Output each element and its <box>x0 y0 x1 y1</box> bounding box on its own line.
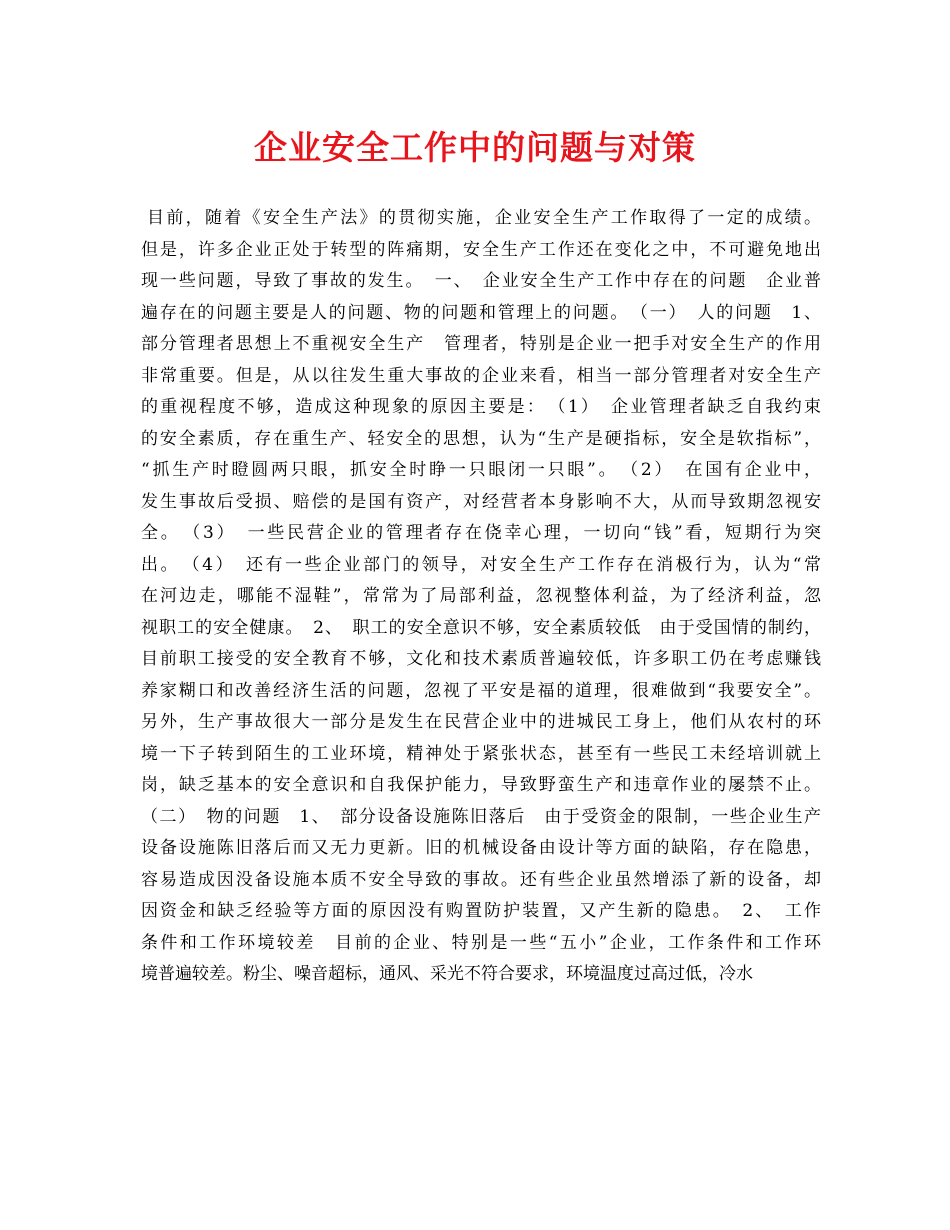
body-line: 遍存在的问题主要是人的问题、物的问题和管理上的问题。 （一） 人的问题 1、 <box>141 302 821 323</box>
body-line: 因资金和缺乏经验等方面的原因没有购置防护装置，又产生新的隐患。 2、 工作 <box>141 901 821 921</box>
body-line: 但是，许多企业正处于转型的阵痛期，安全生产工作还在变化之中，不可避免地出 <box>141 239 821 260</box>
body-line: 的重视程度不够，造成这种现象的原因主要是： （1） 企业管理者缺乏自我约束 <box>141 397 821 417</box>
body-line: 部分管理者思想上不重视安全生产 管理者，特别是企业一把手对安全生产的作用 <box>141 334 821 354</box>
body-line: 视职工的安全健康。 2、 职工的安全意识不够，安全素质较低 由于受国情的制约， <box>141 617 821 638</box>
body-line: 另外，生产事故很大一部分是发生在民营企业中的进城民工身上，他们从农村的环 <box>141 712 821 732</box>
body-line: 设备设施陈旧落后而又无力更新。旧的机械设备由设计等方面的缺陷，存在隐患， <box>141 838 821 858</box>
body-line: 容易造成因没备设施本质不安全导致的事故。还有些企业虽然增添了新的设备，却 <box>141 869 821 890</box>
body-line: 发生事故后受损、赔偿的是国有资产，对经营者本身影响不大，从而导致期忽视安 <box>141 491 821 512</box>
body-line: 目前职工接受的安全教育不够，文化和技术素质普遍较低，许多职工仍在考虑赚钱 <box>141 649 821 669</box>
body-line: 出。 （4） 还有一些企业部门的领导，对安全生产工作存在消极行为，认为“常 <box>141 554 821 575</box>
body-line: 非常重要。但是，从以往发生重大事故的企业来看，相当一部分管理者对安全生产 <box>141 365 821 386</box>
body-line: 岗，缺乏基本的安全意识和自我保护能力，导致野蛮生产和违章作业的屡禁不止。 <box>141 775 821 795</box>
body-line: 条件和工作环境较差 目前的企业、特别是一些“五小”企业，工作条件和工作环 <box>141 932 821 953</box>
body-line: “抓生产时瞪圆两只眼，抓安全时睁一只眼闭一只眼”。 （2） 在国有企业中， <box>141 460 821 480</box>
body-line: 现一些问题，导致了事故的发生。 一、 企业安全生产工作中存在的问题 企业普 <box>141 271 821 291</box>
document-body <box>141 203 821 991</box>
body-line: 境一下子转到陌生的工业环境，精神处于紧张状态，甚至有一些民工未经培训就上 <box>141 743 821 764</box>
body-line: 境普遍较差。粉尘、噪音超标，通风、采光不符合要求，环境温度过高过低，冷水 <box>141 964 753 984</box>
document-title: 企业安全工作中的问题与对策 <box>254 128 696 167</box>
body-line: 的安全素质，存在重生产、轻安全的思想，认为“生产是硬指标，安全是软指标”， <box>141 428 821 449</box>
body-line: 在河边走，哪能不湿鞋”，常常为了局部利益，忽视整体利益，为了经济利益，忽 <box>141 586 821 606</box>
body-line: 全。 （3） 一些民营企业的管理者存在侥幸心理，一切向“钱”看，短期行为突 <box>141 523 821 543</box>
body-line: 养家糊口和改善经济生活的问题，忽视了平安是福的道理，很难做到“我要安全”。 <box>141 680 821 701</box>
body-line: 目前，随着《安全生产法》的贯彻实施，企业安全生产工作取得了一定的成绩。 <box>147 208 821 228</box>
body-line: （二） 物的问题 1、 部分设备设施陈旧落后 由于受资金的限制，一些企业生产 <box>141 806 821 827</box>
